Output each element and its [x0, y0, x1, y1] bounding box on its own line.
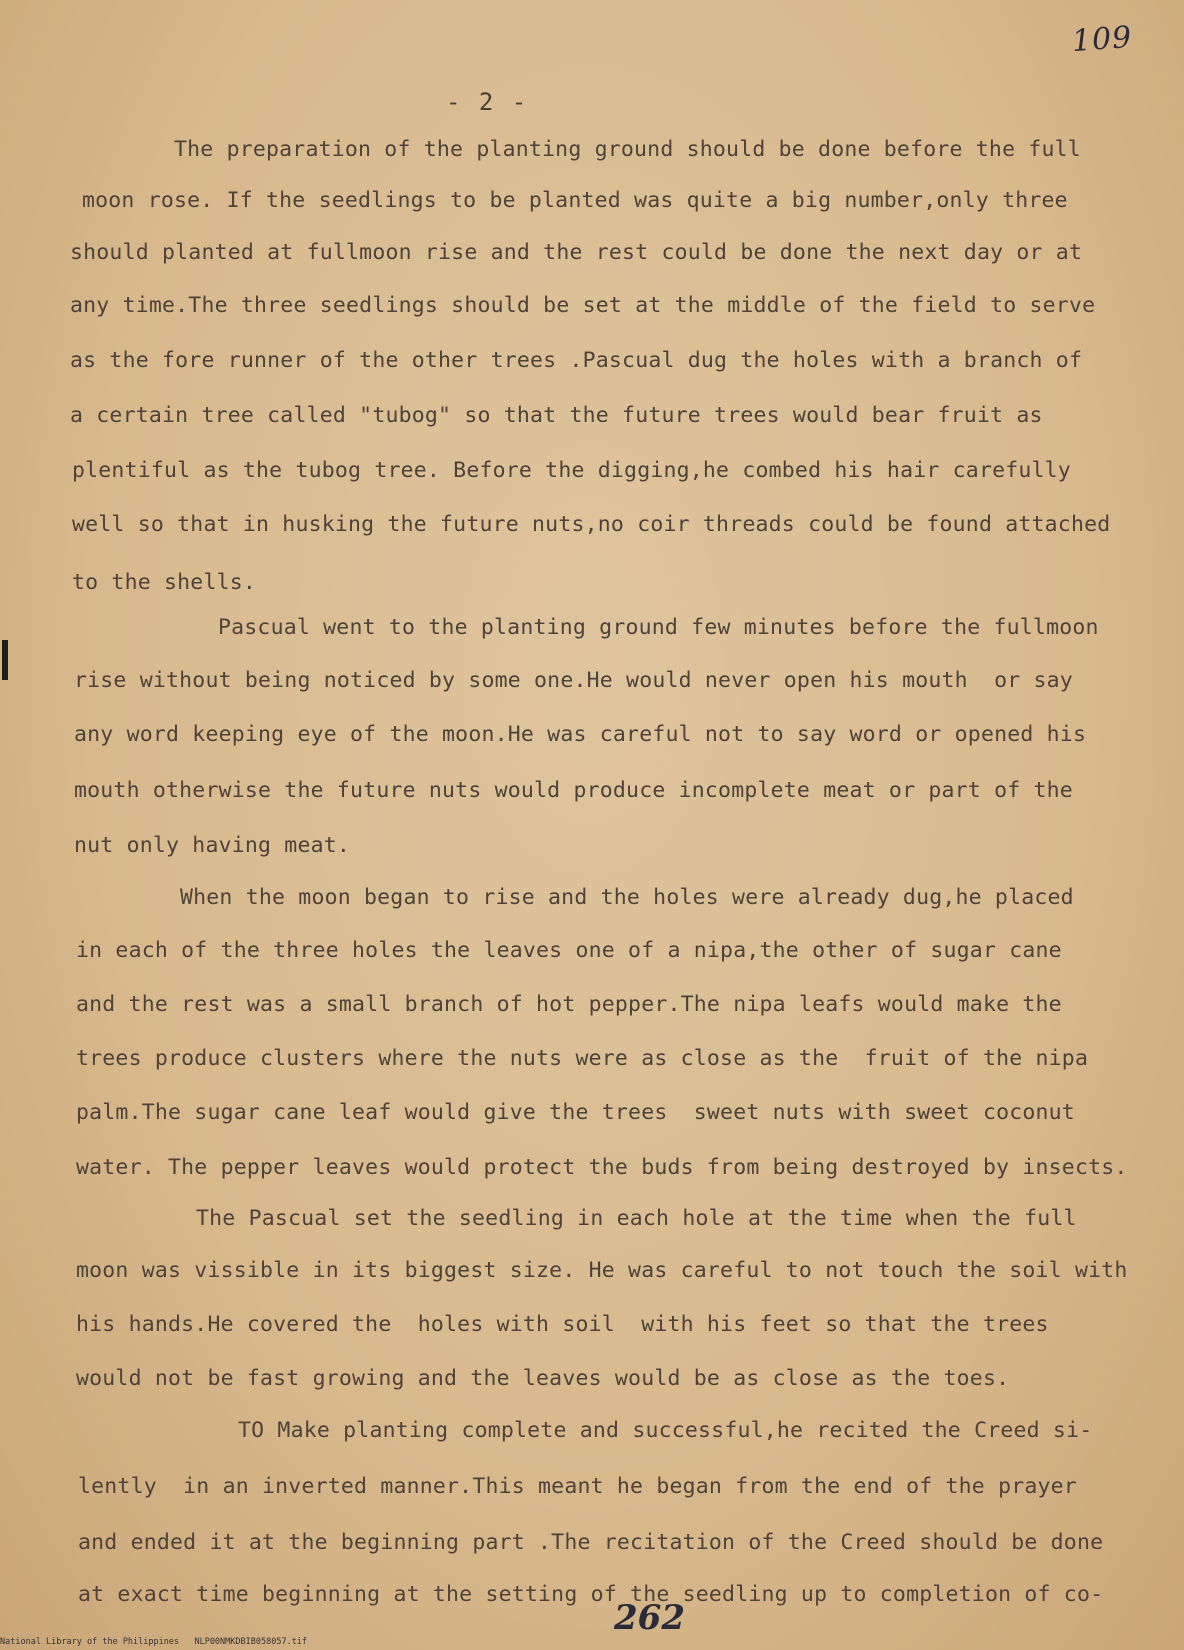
text-line: trees produce clusters where the nuts were as close as the fruit of the nipa — [76, 1046, 1089, 1071]
scan-footer: National Library of the Philippines NLP00NMKDBIB058057.tif — [0, 1637, 308, 1647]
text-line: should planted at fullmoon rise and the rest could be done the next day or at — [70, 240, 1083, 265]
text-line: The preparation of the planting ground should be done before the full — [174, 137, 1081, 162]
text-line: The Pascual set the seedling in each hole at the time when the full — [196, 1206, 1077, 1231]
text-line: any time.The three seedlings should be set at the middle of the field to serve — [70, 293, 1096, 318]
text-line: water. The pepper leaves would protect the buds from being destroyed by insects. — [76, 1155, 1128, 1180]
folio-number: 109 — [1070, 19, 1134, 60]
text-line: his hands.He covered the holes with soil with his feet so that the trees — [76, 1312, 1049, 1337]
text-line: in each of the three holes the leaves one of a nipa,the other of sugar cane — [76, 938, 1062, 963]
margin-mark — [2, 640, 8, 680]
text-line: to the shells. — [72, 570, 257, 595]
text-line: Pascual went to the planting ground few minutes before the fullmoon — [218, 615, 1099, 640]
text-line: and the rest was a small branch of hot pepper.The nipa leafs would make the — [76, 992, 1062, 1017]
text-line: mouth otherwise the future nuts would produce incomplete meat or part of the — [74, 778, 1073, 803]
text-line: nut only having meat. — [74, 833, 351, 858]
text-line: TO Make planting complete and successful,he recited the Creed si- — [238, 1418, 1093, 1443]
page-number: - 2 - — [446, 88, 529, 116]
handwritten-page-stamp: 262 — [614, 1598, 685, 1638]
text-line: and ended it at the beginning part .The recitation of the Creed should be done — [78, 1530, 1104, 1555]
text-line: well so that in husking the future nuts,no coir threads could be found attached — [72, 512, 1111, 537]
text-line: any word keeping eye of the moon.He was careful not to say word or opened his — [74, 722, 1087, 747]
text-line: palm.The sugar cane leaf would give the trees sweet nuts with sweet coconut — [76, 1100, 1075, 1125]
text-line: would not be fast growing and the leaves would be as close as the toes. — [76, 1366, 1010, 1391]
text-line: plentiful as the tubog tree. Before the digging,he combed his hair carefully — [72, 458, 1071, 483]
text-line: rise without being noticed by some one.He would never open his mouth or say — [74, 668, 1073, 693]
text-line: a certain tree called "tubog" so that the future trees would bear fruit as — [70, 403, 1043, 428]
text-line: as the fore runner of the other trees .Pascual dug the holes with a branch of — [70, 348, 1083, 373]
text-line: moon was vissible in its biggest size. He was careful to not touch the soil with — [76, 1258, 1128, 1283]
text-line: lently in an inverted manner.This meant he began from the end of the prayer — [78, 1474, 1077, 1499]
text-line: moon rose. If the seedlings to be planted was quite a big number,only three — [82, 188, 1068, 213]
text-line: at exact time beginning at the setting of the seedling up to completion of co- — [78, 1582, 1104, 1607]
text-line: When the moon began to rise and the holes were already dug,he placed — [180, 885, 1074, 910]
